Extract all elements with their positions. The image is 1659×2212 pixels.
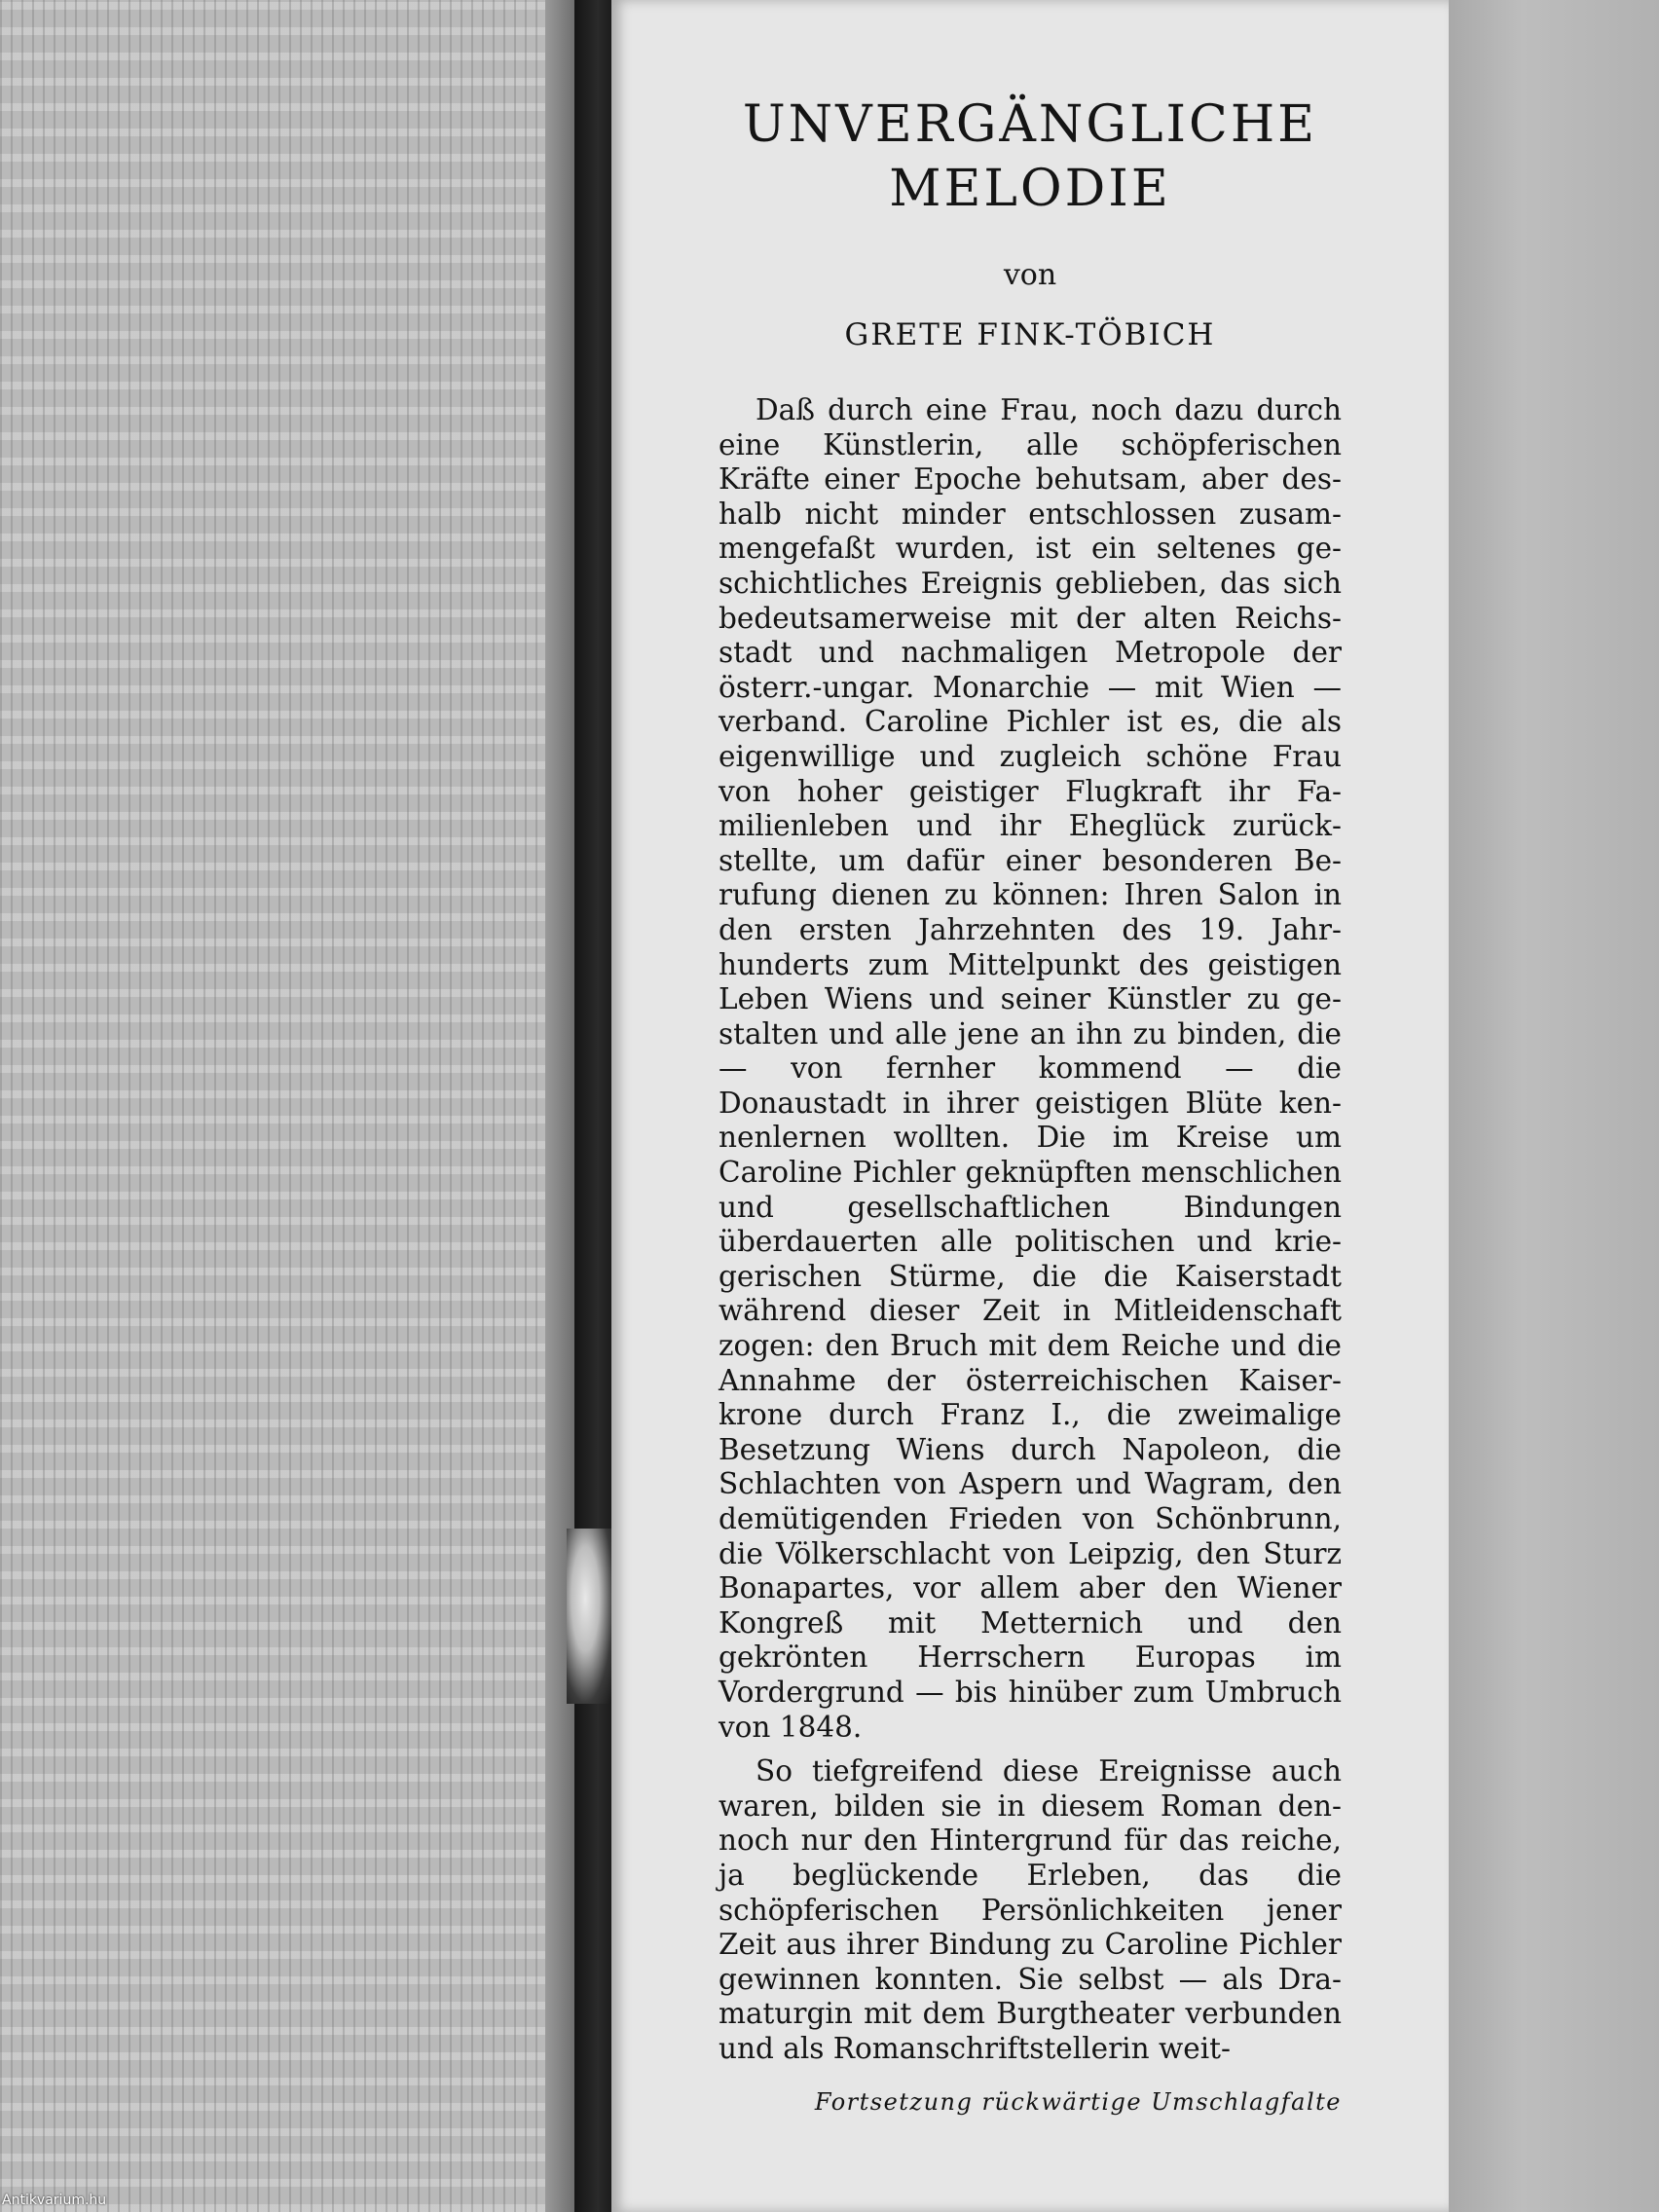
title-line-1: UNVERGÄNGLICHE bbox=[742, 95, 1318, 154]
byline-von: von bbox=[1003, 258, 1057, 292]
author-name: GRETE FINK-TÖBICH bbox=[844, 317, 1216, 352]
title-line-2: MELODIE bbox=[889, 160, 1171, 218]
left-endpaper bbox=[0, 0, 545, 2212]
flap-text-column bbox=[719, 92, 1342, 2116]
blurb-paragraph-1: Daß durch eine Frau, noch dazu durch eine Künstlerin, alle schöpferischen Kräfte einer Epoche behutsam, aber deshalb nicht minder entschlossen zusammengefaßt wurden, ist ein seltenes geschichtliches Ereignis geblieben, das sich bedeutsamerweise mit der alten Reichsstadt und nachmaligen Metropole der österr.-ungar. Monarchie — mit Wien — verband. Caroline Pichler ist es, die als eigenwillige und zugleich schöne Frau von hoher geistiger Flugkraft ihr Familienleben und ihr Eheglück zurückstellte, um dafür einer besonderen Berufung dienen zu können: Ihren Salon in den ersten Jahrzehnten des 19. Jahrhunderts zum Mittelpunkt des geistigen Leben Wiens und seiner Künstler zu gestalten und alle jene an ihn zu binden, die — von fernher kommend — die Donaustadt in ihrer geistigen Blüte kennenlernen wollten. Die im Kreise um Caroline Pichler geknüpften menschlichen und gesellschaftlichen Bindungen überdauerten alle politischen und kriegerischen Stürme, die die Kaiserstadt während dieser Zeit in Mitleidenschaft zogen: den Bruch mit dem Reiche und die Annahme der österreichischen Kaiserkrone durch Franz I., die zweimalige Besetzung Wiens durch Napoleon, die Schlachten von Aspern und Wagram, den demütigenden Frieden von Schönbrunn, die Völkerschlacht von Leipzig, den Sturz Bonapartes, vor allem aber den Wiener Kongreß mit Metternich und den gekrönten Herrschern Europas im Vordergrund — bis hinüber zum Umbruch von 1848. bbox=[719, 393, 1342, 1744]
right-background bbox=[1449, 0, 1659, 2212]
blurb-body bbox=[719, 393, 1342, 2067]
cover-image-fragment bbox=[567, 1529, 613, 1704]
watermark: Antikvarium.hu bbox=[2, 2193, 107, 2208]
book-title bbox=[719, 92, 1342, 221]
blurb-paragraph-2: So tiefgreifend diese Ereignisse auch waren, bilden sie in diesem Roman dennoch nur den Hintergrund für das reiche, ja beglückende Erleben, das die schöpferischen Persönlichkeiten jener Zeit aus ihrer Bindung zu Caroline Pichler gewinnen konnten. Sie selbst — als Dramaturgin mit dem Burgtheater verbunden und als Romanschriftstellerin weit- bbox=[719, 1754, 1342, 2065]
book-gutter bbox=[545, 0, 574, 2212]
cover-spine-strip bbox=[574, 0, 613, 2212]
continuation-note: Fortsetzung rückwärtige Umschlagfalte bbox=[814, 2088, 1342, 2116]
